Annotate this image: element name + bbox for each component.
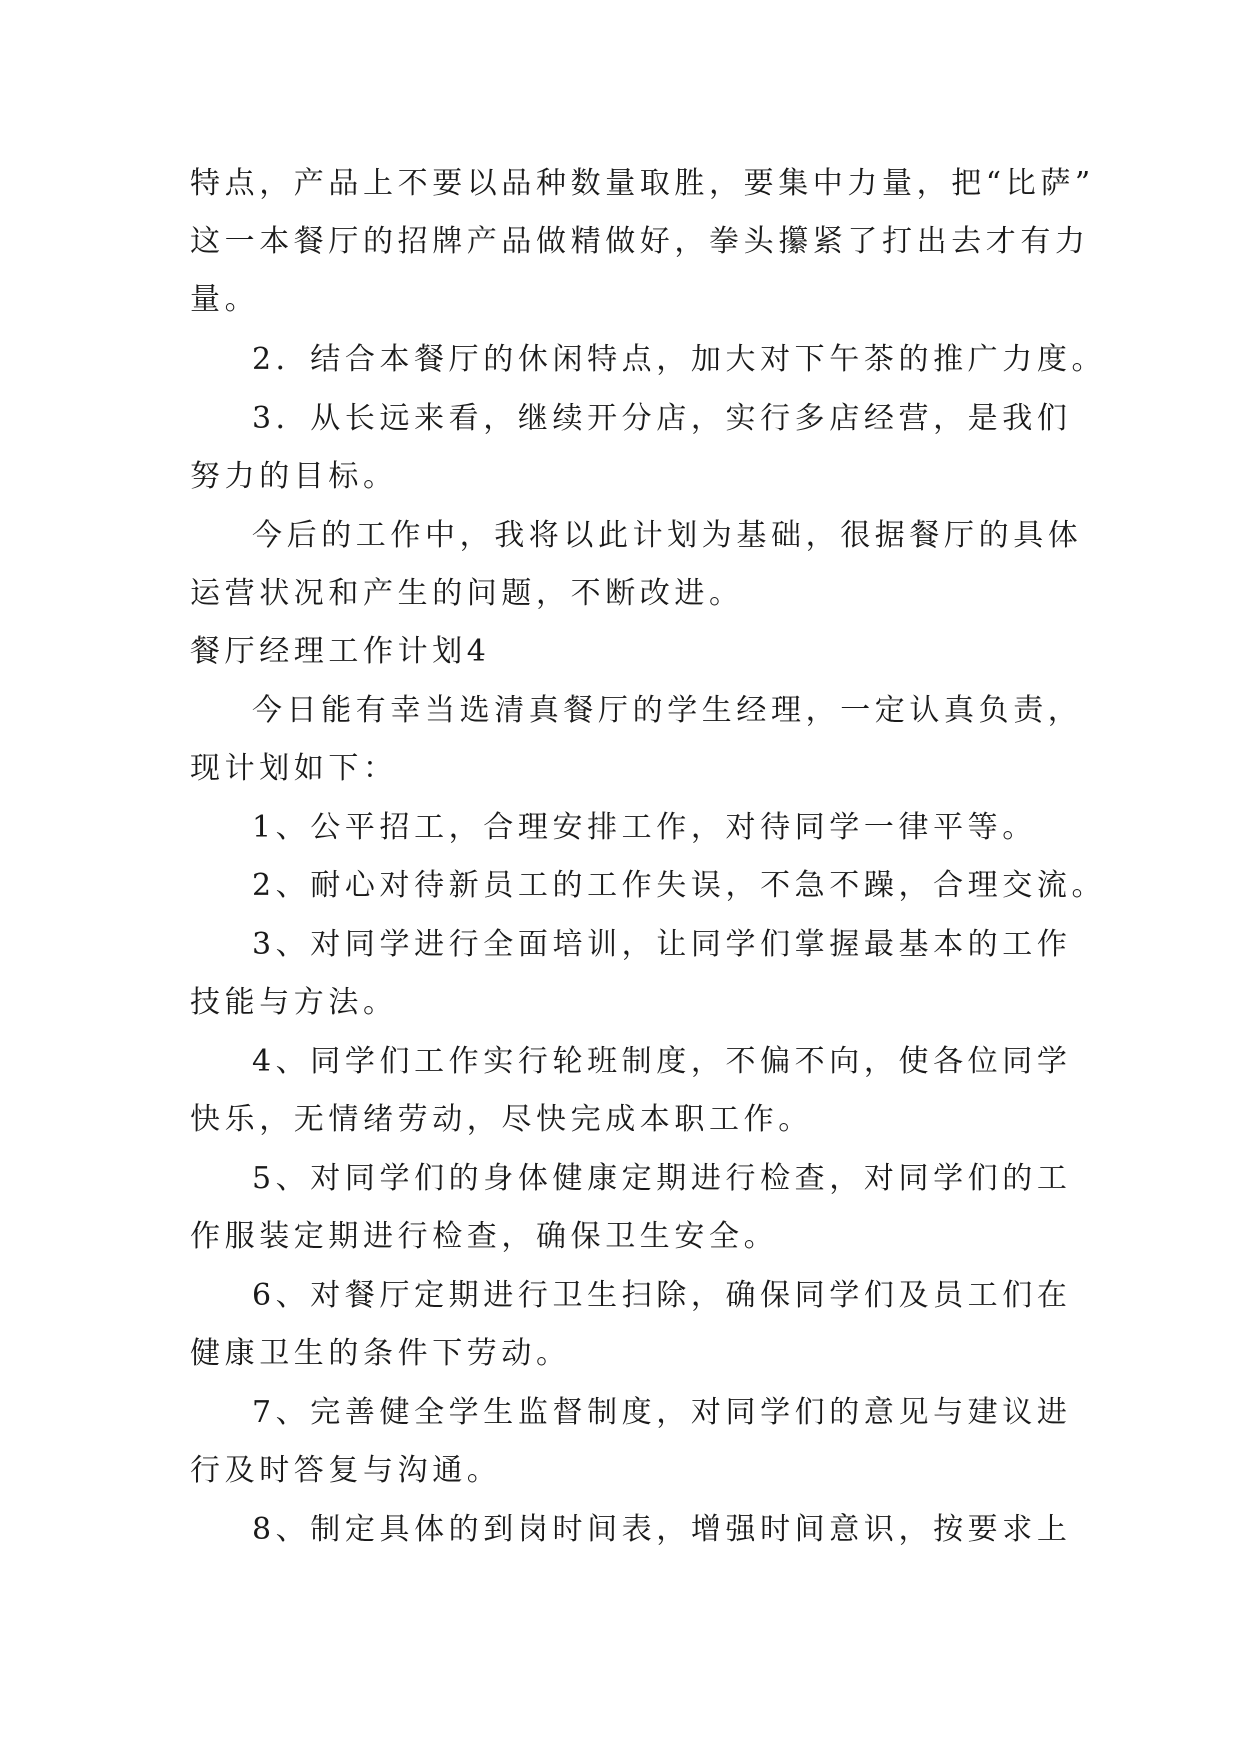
text-line: 快乐，无情绪劳动，尽快完成本职工作。 — [190, 1102, 813, 1137]
text-line: 量。 — [190, 282, 260, 317]
numbered-item: 2．结合本餐厅的休闲特点，加大对下午茶的推广力度。 — [252, 342, 1107, 377]
numbered-item: 2、耐心对待新员工的工作失误，不急不躁，合理交流。 — [252, 868, 1107, 903]
numbered-item: 8、制定具体的到岗时间表，增强时间意识，按要求上 — [252, 1512, 1072, 1547]
numbered-item: 1、公平招工，合理安排工作，对待同学一律平等。 — [252, 810, 1037, 845]
numbered-item: 6、对餐厅定期进行卫生扫除，确保同学们及员工们在 — [252, 1278, 1072, 1313]
section-heading: 餐厅经理工作计划4 — [190, 634, 491, 669]
text-line: 特点，产品上不要以品种数量取胜，要集中力量，把“比萨” — [190, 166, 1095, 201]
text-line: 这一本餐厅的招牌产品做精做好，拳头攥紧了打出去才有力 — [190, 224, 1090, 259]
numbered-item: 5、对同学们的身体健康定期进行检查，对同学们的工 — [252, 1161, 1072, 1196]
numbered-item: 7、完善健全学生监督制度，对同学们的意见与建议进 — [252, 1395, 1072, 1430]
text-line: 行及时答复与沟通。 — [190, 1453, 502, 1488]
numbered-item: 4、同学们工作实行轮班制度，不偏不向，使各位同学 — [252, 1044, 1072, 1079]
paragraph-start: 今后的工作中，我将以此计划为基础，很据餐厅的具体 — [252, 518, 1083, 553]
text-line: 现计划如下： — [190, 751, 398, 786]
numbered-item: 3．从长远来看，继续开分店，实行多店经营，是我们 — [252, 401, 1072, 436]
text-line: 作服装定期进行检查，确保卫生安全。 — [190, 1219, 779, 1254]
text-line: 努力的目标。 — [190, 459, 398, 494]
text-line: 运营状况和产生的问题，不断改进。 — [190, 576, 744, 611]
text-line: 健康卫生的条件下劳动。 — [190, 1336, 571, 1371]
paragraph-start: 今日能有幸当选清真餐厅的学生经理，一定认真负责， — [252, 693, 1083, 728]
numbered-item: 3、对同学进行全面培训，让同学们掌握最基本的工作 — [252, 927, 1072, 962]
text-line: 技能与方法。 — [190, 985, 398, 1020]
